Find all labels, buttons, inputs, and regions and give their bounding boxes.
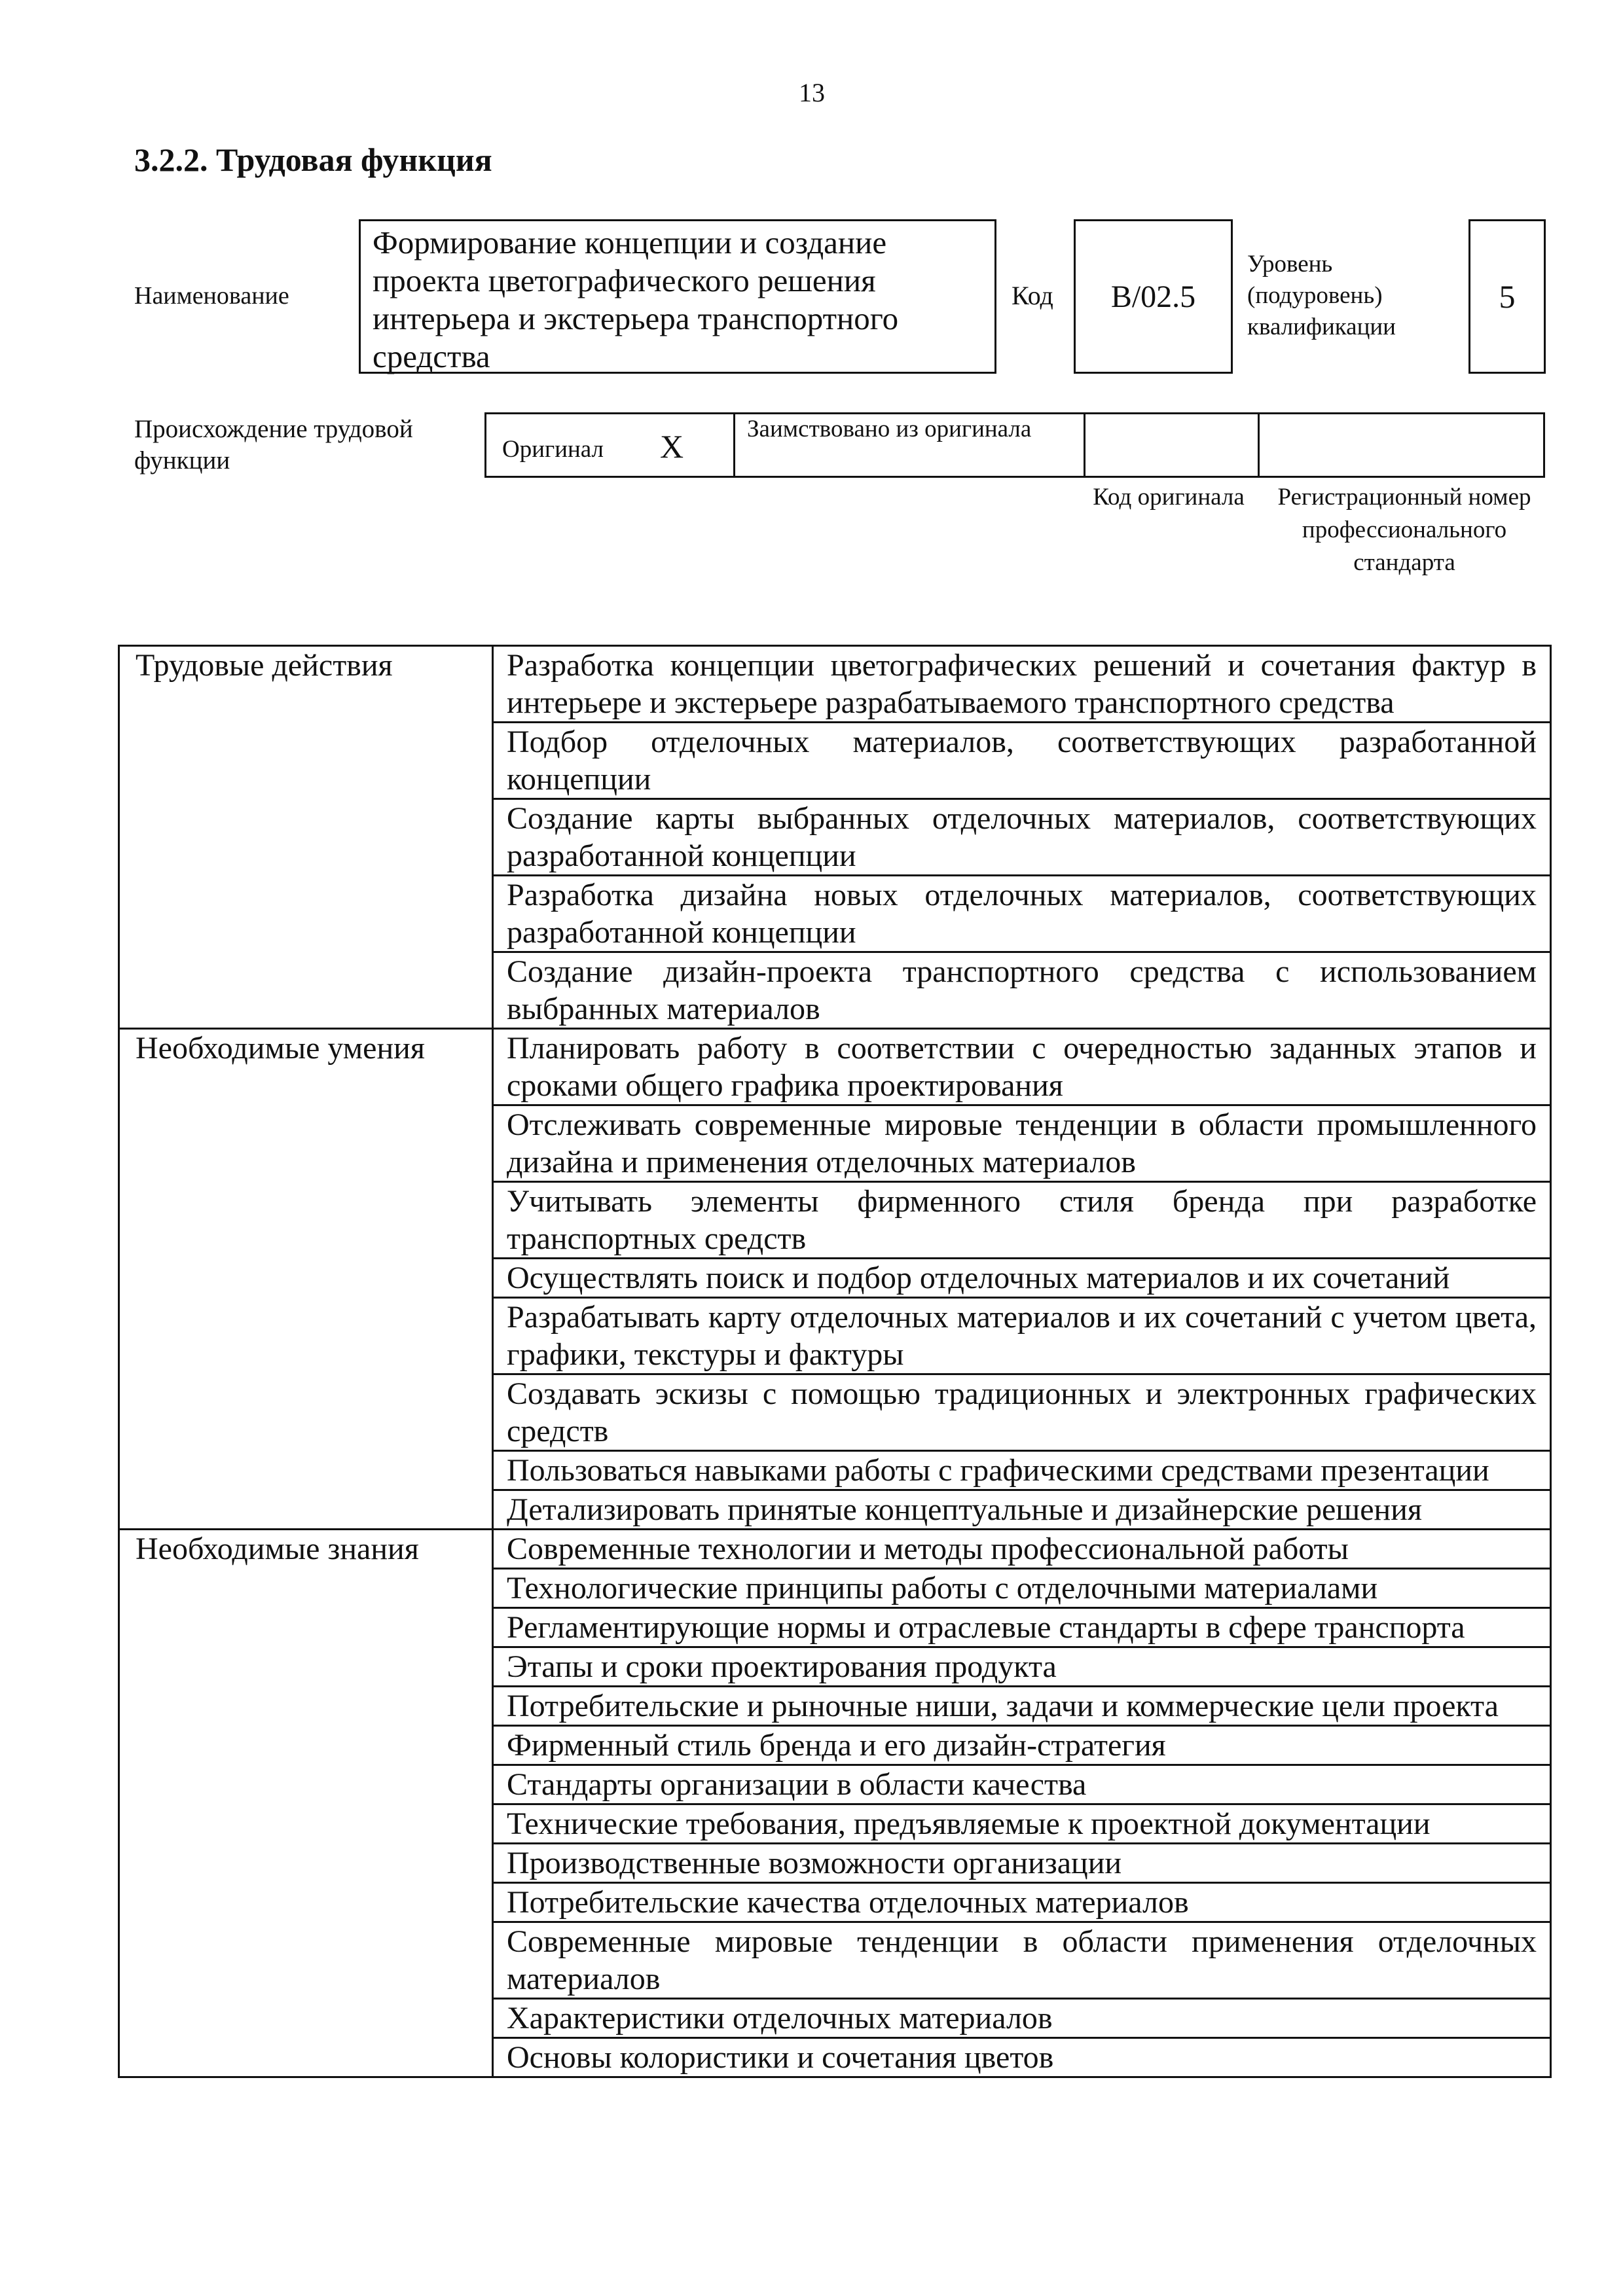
item-cell: Детализировать принятые концептуальные и дизайнерские решения (493, 1490, 1551, 1530)
function-name-box (359, 219, 996, 374)
item-cell: Потребительские качества отделочных материалов (493, 1883, 1551, 1922)
item-cell: Технологические принципы работы с отделочными материалами (493, 1569, 1551, 1608)
code-label: Код (1012, 281, 1053, 310)
item-cell: Создание карты выбранных отделочных материалов, соответствующих разработанной концепции (493, 799, 1551, 876)
item-cell: Отслеживать современные мировые тенденции в области промышленного дизайна и применения отделочных материалов (493, 1105, 1551, 1182)
item-cell: Пользоваться навыками работы с графическими средствами презентации (493, 1451, 1551, 1490)
original-label: Оригинал (502, 436, 604, 463)
reg-number-caption: Регистрационный номер профессионального стандарта (1277, 484, 1531, 576)
borrowed-label: Заимствовано из оригинала (747, 416, 1032, 442)
item-cell: Производственные возможности организации (493, 1844, 1551, 1883)
item-cell: Технические требования, предъявляемые к проектной документации (493, 1804, 1551, 1844)
code-box (1074, 219, 1233, 374)
level-label: Уровень (подуровень) квалификации (1247, 251, 1396, 340)
original-mark: X (660, 428, 684, 465)
item-cell: Разработка дизайна новых отделочных материалов, соответствующих разработанной концепции (493, 876, 1551, 952)
item-cell: Разработка концепции цветографических решений и сочетания фактур в интерьере и экстерьере разрабатываемого транспортного средства (493, 646, 1551, 723)
code-value: B/02.5 (1110, 279, 1196, 314)
item-cell: Стандарты организации в области качества (493, 1765, 1551, 1804)
item-cell: Современные мировые тенденции в области применения отделочных материалов (493, 1922, 1551, 1999)
name-label: Наименование (134, 282, 289, 310)
section-title: 3.2.2. Трудовая функция (134, 141, 492, 178)
item-cell: Этапы и сроки проектирования продукта (493, 1647, 1551, 1687)
item-cell: Разрабатывать карту отделочных материалов и их сочетаний с учетом цвета, графики, текстуры и фактуры (493, 1298, 1551, 1374)
item-cell: Характеристики отделочных материалов (493, 1999, 1551, 2038)
page-number: 13 (799, 78, 825, 107)
code-original-caption: Код оригинала (1093, 484, 1245, 511)
table-row (119, 646, 1551, 723)
category-cell: Необходимые знания (119, 1530, 493, 2077)
item-cell: Подбор отделочных материалов, соответствующих разработанной концепции (493, 723, 1551, 799)
level-value: 5 (1499, 278, 1516, 315)
table-row (119, 1530, 1551, 1569)
competency-table (118, 645, 1552, 2078)
item-cell: Планировать работу в соответствии с очередностью заданных этапов и сроками общего графика проектирования (493, 1029, 1551, 1105)
origin-label: Происхождение трудовой функции (134, 415, 413, 475)
item-cell: Основы колористики и сочетания цветов (493, 2038, 1551, 2077)
category-cell: Необходимые умения (119, 1029, 493, 1530)
level-box (1468, 219, 1546, 374)
category-cell: Трудовые действия (119, 646, 493, 1029)
item-cell: Фирменный стиль бренда и его дизайн-стратегия (493, 1726, 1551, 1765)
item-cell: Современные технологии и методы профессиональной работы (493, 1530, 1551, 1569)
divider (1084, 414, 1085, 476)
divider (1258, 414, 1260, 476)
item-cell: Создание дизайн-проекта транспортного средства с использованием выбранных материалов (493, 952, 1551, 1029)
table-row (119, 1029, 1551, 1105)
origin-row (484, 412, 1545, 478)
item-cell: Осуществлять поиск и подбор отделочных материалов и их сочетаний (493, 1259, 1551, 1298)
item-cell: Регламентирующие нормы и отраслевые стандарты в сфере транспорта (493, 1608, 1551, 1647)
divider (733, 414, 735, 476)
function-name-value: Формирование концепции и создание проекта цветографического решения интерьера и экстерьера транспортного средства (373, 224, 899, 374)
item-cell: Учитывать элементы фирменного стиля бренда при разработке транспортных средств (493, 1182, 1551, 1259)
item-cell: Потребительские и рыночные ниши, задачи и коммерческие цели проекта (493, 1687, 1551, 1726)
item-cell: Создавать эскизы с помощью традиционных и электронных графических средств (493, 1374, 1551, 1451)
